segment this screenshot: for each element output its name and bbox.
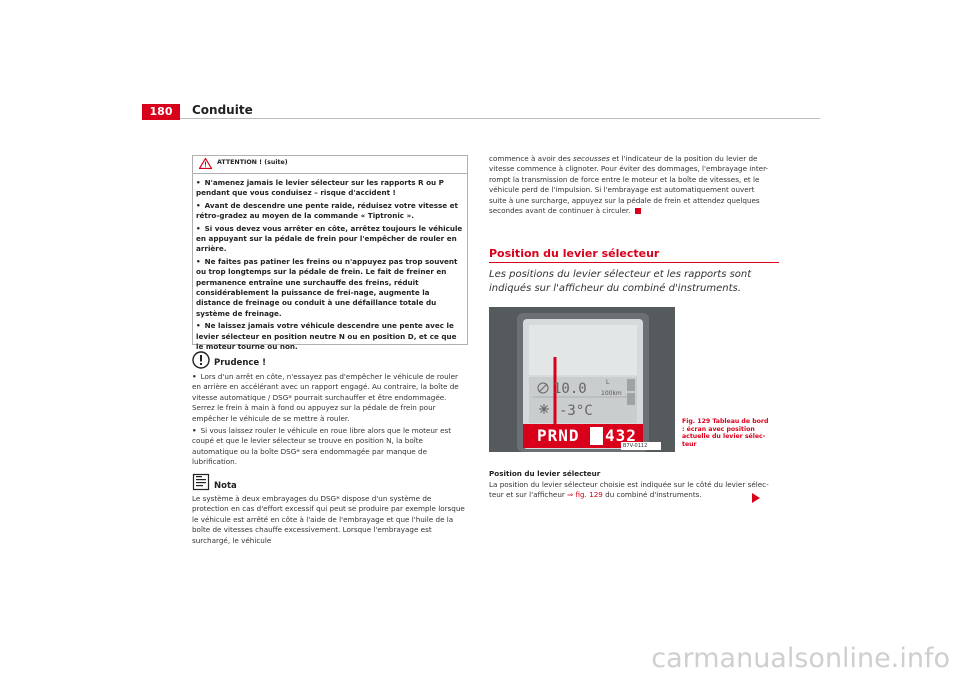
- readout-unit-km: 100km: [601, 390, 622, 397]
- warning-body: [196, 178, 466, 355]
- figure-reference-link[interactable]: ⇒ fig. 129: [567, 490, 603, 500]
- warning-header: [193, 156, 467, 173]
- continued-paragraph: [489, 154, 769, 216]
- warning-item: • N'amenez jamais le levier sélecteur sur les rapports R ou P pendant que vous conduisez – risque d'accident !: [196, 178, 466, 199]
- warning-item: • Avant de descendre une pente raide, réduisez votre vitesse et rétro-gradez au moyen de la commande « Tiptronic ».: [196, 201, 466, 222]
- page-number: 180: [142, 104, 180, 120]
- readout-unit-l: L: [606, 379, 610, 386]
- note-title: Nota: [214, 481, 237, 491]
- note-body: [192, 494, 468, 548]
- section-end-marker: [635, 208, 641, 214]
- section-divider: [489, 262, 779, 263]
- subsection-body: [489, 480, 771, 501]
- cluster-illustration: [489, 307, 675, 452]
- gear-indicator-digits: 432: [605, 426, 637, 445]
- continue-arrow-icon: [752, 493, 760, 503]
- warning-label: ATTENTION ! (suite): [217, 159, 288, 166]
- warning-item: • Si vous devez vous arrêter en côte, arrêtez toujours le véhicule en appuyant sur la pédale de frein pour l'empêcher de rouler en arrière.: [196, 224, 466, 255]
- warning-item: • Ne faites pas patiner les freins ou n'appuyez pas trop souvent ou trop longtemps sur la pédale de frein. Le fait de freiner en permanence entraîne une surchauffe des freins, réduit considérablement la puissance de frei-nage, augmente la distance de freinage ou conduit à une défaillance totale du système de freinage.: [196, 257, 466, 319]
- header-divider: [180, 118, 820, 119]
- caution-item: • Si vous laissez rouler le véhicule en roue libre alors que le moteur est coupé et que le levier sélecteur se trouve en position N, la boîte automatique ou la boîte DSG* sera endommagée par manque de lubrification.: [192, 426, 468, 468]
- continued-text: [489, 154, 769, 216]
- note-text: Le système à deux embrayages du DSG* dispose d'un système de protection en cas d'effort excessif qui peut se produire par exemple lorsque le véhicule est arrêté en côte à l'aide de l'embrayage et que l'huile de la boîte de vitesses chauffe excessivement. Lorsque l'embrayage est surchargé, le véhicule: [192, 494, 465, 545]
- watermark: carmanualsonline.info: [651, 643, 950, 674]
- caution-icon: [192, 351, 210, 369]
- warning-triangle-icon: [199, 158, 212, 169]
- readout-consumption: 10.0: [553, 381, 587, 397]
- caution-item: • Lors d'un arrêt en côte, n'essayez pas d'empêcher le véhicule de rouler en arrière en accélérant avec un rapport engagé. Au contraire, la boîte de vitesse automatique / DSG* pourrait surchauffer et être endommagée. Serrez le frein à main à fond ou appuyez sur la pédale de frein pour empêcher le véhicule de se mettre à rouler.: [192, 372, 468, 424]
- warning-divider: [193, 173, 467, 174]
- note-icon: [192, 473, 210, 491]
- section-intro: Les positions du levier sélecteur et les rapports sont indiqués sur l'afficheur du combiné d'instruments.: [489, 269, 752, 294]
- figure-code: B7V-0112: [623, 443, 648, 449]
- snowflake-icon: [539, 404, 549, 414]
- gear-indicator-prnd: PRND: [537, 426, 580, 445]
- continued-text-italic: secousses: [572, 154, 610, 163]
- subsection-text-start: La position du levier sélecteur choisie est indiquée sur le côté du levier sélec-teur et sur l'afficheur: [489, 480, 769, 500]
- figure-caption: Fig. 129 Tableau de bord : écran avec position actuelle du levier sélec-teur: [682, 418, 769, 448]
- continued-text-start: commence à avoir des: [489, 154, 573, 163]
- warning-box: [192, 155, 468, 352]
- subsection-text-end: du combiné d'instruments.: [602, 490, 702, 500]
- section-title: Position du levier sélecteur: [489, 247, 660, 260]
- instrument-cluster-figure: [489, 307, 675, 452]
- continued-text-end: et l'indicateur de la position du levier de vitesse commence à clignoter. Pour éviter des dommages, l'embrayage inter-rompt la transmission de force entre le moteur et la boîte de vitesses, et le véhicule perd de l'impulsion. Si l'embrayage est automatiquement ouvert suite à une surcharge, appuyez sur la pédale de frein et attendez quelques secondes avant de continuer à circuler.: [489, 154, 769, 216]
- warning-item: • Ne laissez jamais votre véhicule descendre une pente avec le levier sélecteur en position neutre N ou en position D, et ce que le moteur tourne ou non.: [196, 321, 466, 352]
- caution-title: Prudence !: [214, 358, 267, 368]
- page-title: Conduite: [192, 103, 253, 117]
- caution-body: [192, 372, 468, 470]
- subsection-heading: Position du levier sélecteur: [489, 469, 601, 478]
- readout-temperature: -3°C: [559, 403, 593, 419]
